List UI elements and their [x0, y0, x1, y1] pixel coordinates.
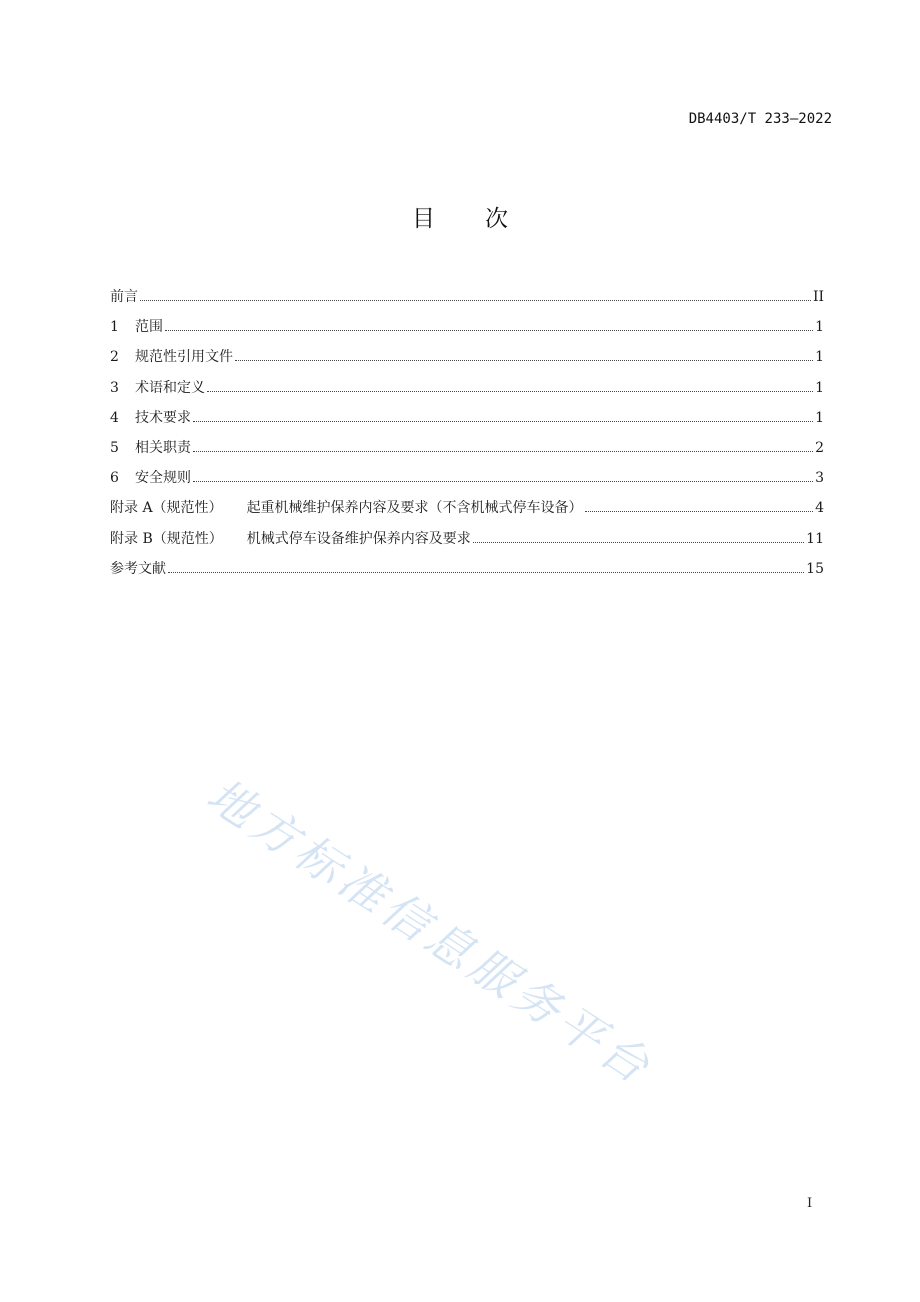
- toc-entry-page: 1: [815, 349, 824, 366]
- toc-entry-label: 起重机械维护保养内容及要求（不含机械式停车设备）: [246, 500, 583, 517]
- toc-entry-label: 规范性引用文件: [135, 349, 233, 366]
- toc-entry-page: 1: [815, 379, 824, 396]
- dot-leader: [207, 391, 813, 392]
- dot-leader: [193, 421, 813, 422]
- watermark-text: 地方标准信息服务平台: [197, 767, 664, 1097]
- toc-entry-label: 术语和定义: [135, 379, 205, 396]
- dot-leader: [168, 572, 804, 573]
- toc-entry-responsibilities[interactable]: [110, 437, 824, 467]
- toc-entry-number: 2: [110, 349, 119, 366]
- toc-entry-label: 前言: [110, 289, 138, 305]
- toc-entry-label: 安全规则: [135, 470, 191, 487]
- toc-entry-label: 相关职责: [135, 439, 191, 456]
- toc-entry-technical-requirements[interactable]: [110, 407, 824, 437]
- page-number: I: [807, 1196, 813, 1211]
- dot-leader: [193, 481, 813, 482]
- toc-entry-number: 4: [110, 409, 119, 426]
- toc-entry-page: 1: [815, 319, 824, 336]
- toc-entry-terms-definitions[interactable]: [110, 377, 824, 407]
- dot-leader: [165, 330, 813, 331]
- page-title: [0, 200, 920, 233]
- toc-entry-page: II: [812, 289, 824, 305]
- dot-leader: [140, 300, 811, 301]
- toc-entry-label: 机械式停车设备维护保养内容及要求: [246, 530, 471, 547]
- title-char-1: 目: [412, 206, 435, 232]
- toc-entry-normative-references[interactable]: [110, 346, 824, 376]
- toc-entry-number: 1: [110, 319, 119, 336]
- toc-entry-number: 3: [110, 379, 119, 396]
- document-code: DB4403/T 233—2022: [688, 111, 832, 127]
- toc-entry-safety-rules[interactable]: [110, 467, 824, 497]
- toc-entry-number: 6: [110, 470, 119, 487]
- toc-entry-bibliography[interactable]: [110, 558, 824, 588]
- toc-annex-prefix: 附录 A（规范性）: [110, 500, 223, 517]
- toc-entry-page: 2: [815, 439, 824, 456]
- dot-leader: [585, 511, 814, 512]
- toc-entry-label: 参考文献: [110, 560, 166, 577]
- dot-leader: [473, 542, 804, 543]
- table-of-contents: [110, 286, 824, 588]
- toc-entry-number: 5: [110, 439, 119, 456]
- toc-annex-prefix: 附录 B（规范性）: [110, 530, 223, 547]
- toc-entry-annex-b[interactable]: [110, 528, 824, 558]
- toc-entry-page: 11: [806, 530, 824, 547]
- toc-entry-page: 15: [806, 560, 824, 577]
- toc-entry-page: 3: [815, 470, 824, 487]
- dot-leader: [235, 360, 813, 361]
- title-char-2: 次: [485, 206, 508, 232]
- dot-leader: [193, 451, 813, 452]
- toc-entry-label: 范围: [135, 319, 163, 336]
- toc-entry-scope[interactable]: [110, 316, 824, 346]
- toc-entry-label: 技术要求: [135, 409, 191, 426]
- toc-entry-page: 1: [815, 409, 824, 426]
- toc-entry-annex-a[interactable]: [110, 497, 824, 527]
- toc-entry-page: 4: [815, 500, 824, 517]
- toc-entry-foreword[interactable]: [110, 286, 824, 316]
